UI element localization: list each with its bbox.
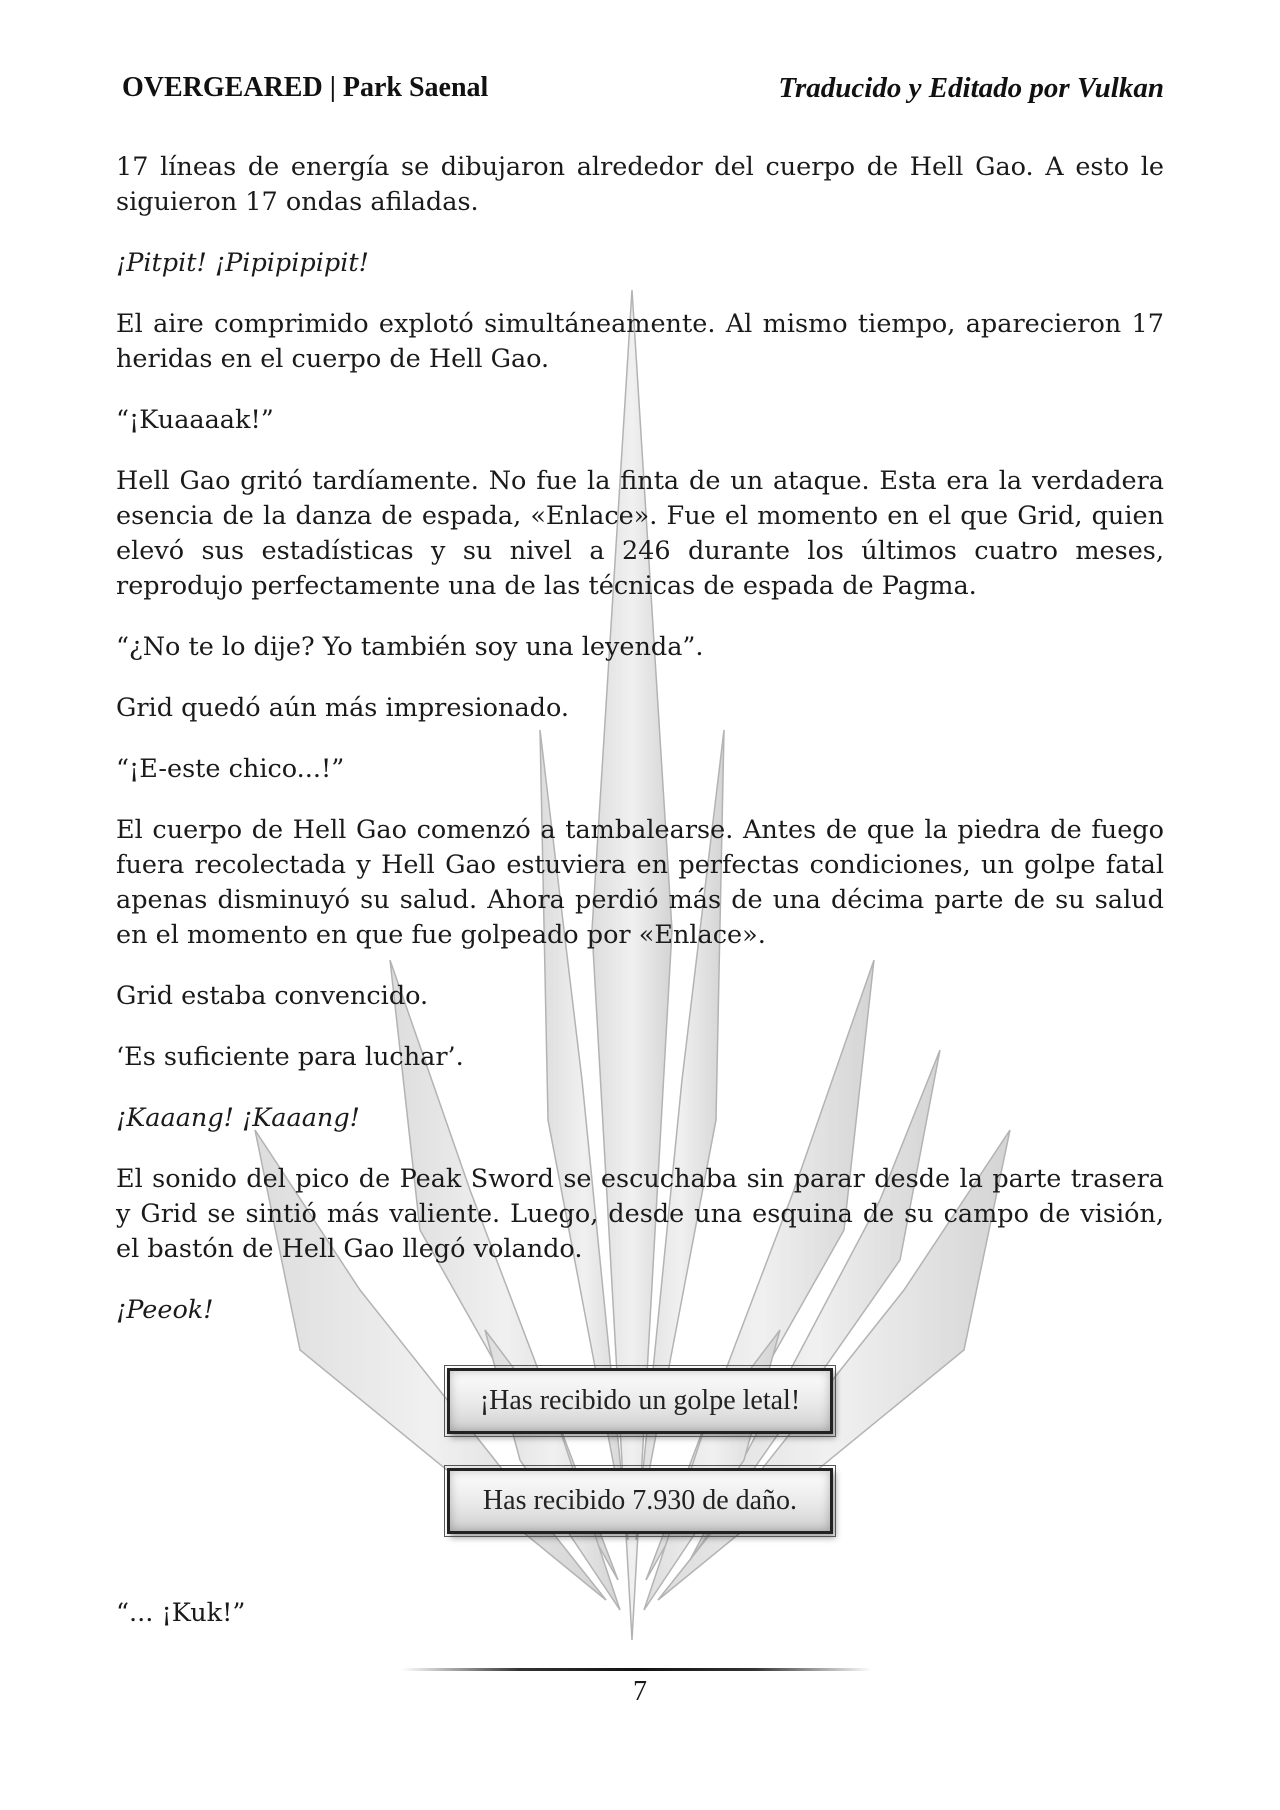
system-messages [116,1368,1164,1568]
paragraph: El cuerpo de Hell Gao comenzó a tambalearse. Antes de que la piedra de fuego fuera recolectada y Hell Gao estuviera en perfectas condiciones, un golpe fatal apenas disminuyó su salud. Ahora perdió más de una décima parte de su salud en el momento en que fue golpeado por «Enlace». [116,815,1164,950]
paragraph: 17 líneas de energía se dibujaron alrededor del cuerpo de Hell Gao. A esto le siguieron 17 ondas afiladas. [116,152,1164,217]
paragraph: El aire comprimido explotó simultáneamente. Al mismo tiempo, aparecieron 17 heridas en el cuerpo de Hell Gao. [116,309,1164,374]
sound-effect: ¡Pitpit! ¡Pipipipipit! [116,248,369,278]
header-translator-credit: Traducido y Editado por Vulkan [778,72,1164,104]
dialogue: “¿No te lo dije? Yo también soy una leyenda”. [116,632,704,662]
paragraph: Hell Gao gritó tardíamente. No fue la finta de un ataque. Esta era la verdadera esencia de la danza de espada, «Enlace». Fue el momento en el que Grid, quien elevó sus estadísticas y su nivel a 246 durante los últimos cuatro meses, reprodujo perfectamente una de las técnicas de espada de Pagma. [116,466,1164,601]
dialogue: “¡Kuaaaak!” [116,405,274,435]
dialogue: “¡E-este chico...!” [116,754,345,784]
paragraph: Grid quedó aún más impresionado. [116,693,569,723]
dialogue: “... ¡Kuk!” [116,1598,246,1628]
sound-effect: ¡Kaaang! ¡Kaaang! [116,1103,360,1133]
page-body [116,150,1164,1568]
footer-divider [402,1668,872,1671]
header-book-title: OVERGEARED | Park Saenal [122,72,489,103]
sound-effect: ¡Peeok! [116,1295,214,1325]
system-message-box: Has recibido 7.930 de daño. [447,1468,833,1534]
page-number: 7 [633,1676,647,1707]
paragraph: Grid estaba convencido. [116,981,429,1011]
paragraph: El sonido del pico de Peak Sword se escuchaba sin parar desde la parte trasera y Grid se sintió más valiente. Luego, desde una esquina de su campo de visión, el bastón de Hell Gao llegó volando. [116,1164,1164,1264]
thought: ‘Es suficiente para luchar’. [116,1042,464,1072]
page-header [122,72,1164,112]
system-message-box: ¡Has recibido un golpe letal! [447,1368,833,1434]
